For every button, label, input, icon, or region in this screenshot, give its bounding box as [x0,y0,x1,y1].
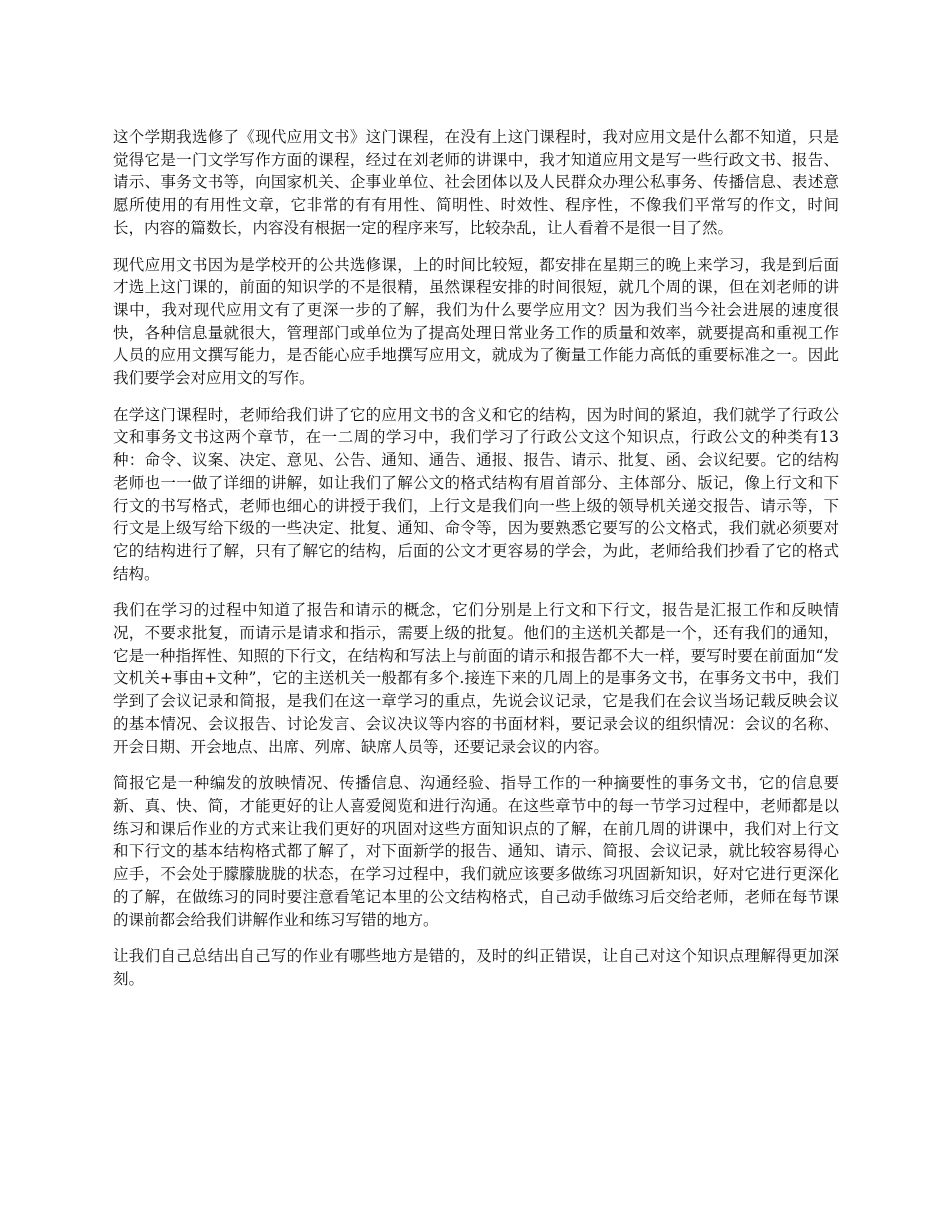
paragraph-reports-and-requests: 我们在学习的过程中知道了报告和请示的概念，它们分别是上行文和下行文，报告是汇报工作和反映情况，不要求批复，而请示是请求和指示，需要上级的批复。他们的主送机关都是一个，还有我们的通知，它是一种指挥性、知照的下行文，在结构和写法上与前面的请示和报告都不大一样，要写时要在前面加“发文机关+事由+文种”，它的主送机关一般都有多个.接连下来的几周上的是事务文书，在事务文书中，我们学到了会议记录和简报，是我们在这一章学习的重点，先说会议记录，它是我们在会议当场记载反映会议的基本情况、会议报告、讨论发言、会议决议等内容的书面材料，要记录会议的组织情况：会议的名称、开会日期、开会地点、出席、列席、缺席人员等，还要记录会议的内容。 [113,601,839,756]
paragraph-administrative-documents: 在学这门课程时，老师给我们讲了它的应用文书的含义和它的结构，因为时间的紧迫，我们就学了行政公文和事务文书这两个章节，在一二周的学习中，我们学习了行政公文这个知识点，行政公文的种类有13种：命令、议案、决定、意见、公告、通知、通告、通报、报告、请示、批复、函、会议纪要。它的结构老师也一一做了详细的讲解，如让我们了解公文的格式结构有眉首部分、主体部分、版记，像上行文和下行文的书写格式，老师也细心的讲授于我们，上行文是我们向一些上级的领导机关递交报告、请示等，下行文是上级写给下级的一些决定、批复、通知、命令等，因为要熟悉它要写的公文格式，我们就必须要对它的结构进行了解，只有了解它的结构，后面的公文才更容易的学会，为此，老师给我们抄看了它的格式结构。 [113,405,839,583]
paragraph-why-learn: 现代应用文书因为是学校开的公共选修课，上的时间比较短，都安排在星期三的晚上来学习，我是到后面才选上这门课的，前面的知识学的不是很精，虽然课程安排的时间很短，就几个周的课，但在刘老师的讲课中，我对现代应用文有了更深一步的了解，我们为什么要学应用文？因为我们当今社会进展的速度很快，各种信息量就很大，管理部门或单位为了提高处理日常业务工作的质量和效率，就要提高和重视工作人员的应用文撰写能力，是否能心应手地撰写应用文，就成为了衡量工作能力高低的重要标准之一。因此我们要学会对应用文的写作。 [113,255,839,388]
paragraph-conclusion: 让我们自己总结出自己写的作业有哪些地方是错的，及时的纠正错误，让自己对这个知识点理解得更加深刻。 [113,947,839,988]
paragraph-intro: 这个学期我选修了《现代应用文书》这门课程，在没有上这门课程时，我对应用文是什么都不知道，只是觉得它是一门文学写作方面的课程，经过在刘老师的讲课中，我才知道应用文是写一些行政文书、报告、请示、事务文书等，向国家机关、企事业单位、社会团体以及人民群众办理公私事务、传播信息、表述意愿所使用的有用性文章，它非常的有有用性、简明性、时效性、程序性，不像我们平常写的作文，时间长，内容的篇数长，内容没有根据一定的程序来写，比较杂乱，让人看着不是很一目了然。 [113,128,839,237]
document-body [113,126,839,1005]
paragraph-briefings: 简报它是一种编发的放映情况、传播信息、沟通经验、指导工作的一种摘要性的事务文书，它的信息要新、真、快、简，才能更好的让人喜爱阅览和进行沟通。在这些章节中的每一节学习过程中，老师都是以练习和课后作业的方式来让我们更好的巩固对这些方面知识点的了解，在前几周的讲课中，我们对上行文和下行文的基本结构格式都了解了，对下面新学的报告、通知、请示、简报、会议记录，就比较容易得心应手，不会处于朦朦胧胧的状态，在学习过程中，我们就应该要多做练习巩固新知识，好对它进行更深化的了解，在做练习的同时要注意看笔记本里的公文结构格式，自己动手做练习后交给老师，老师在每节课的课前都会给我们讲解作业和练习写错的地方。 [113,774,839,929]
